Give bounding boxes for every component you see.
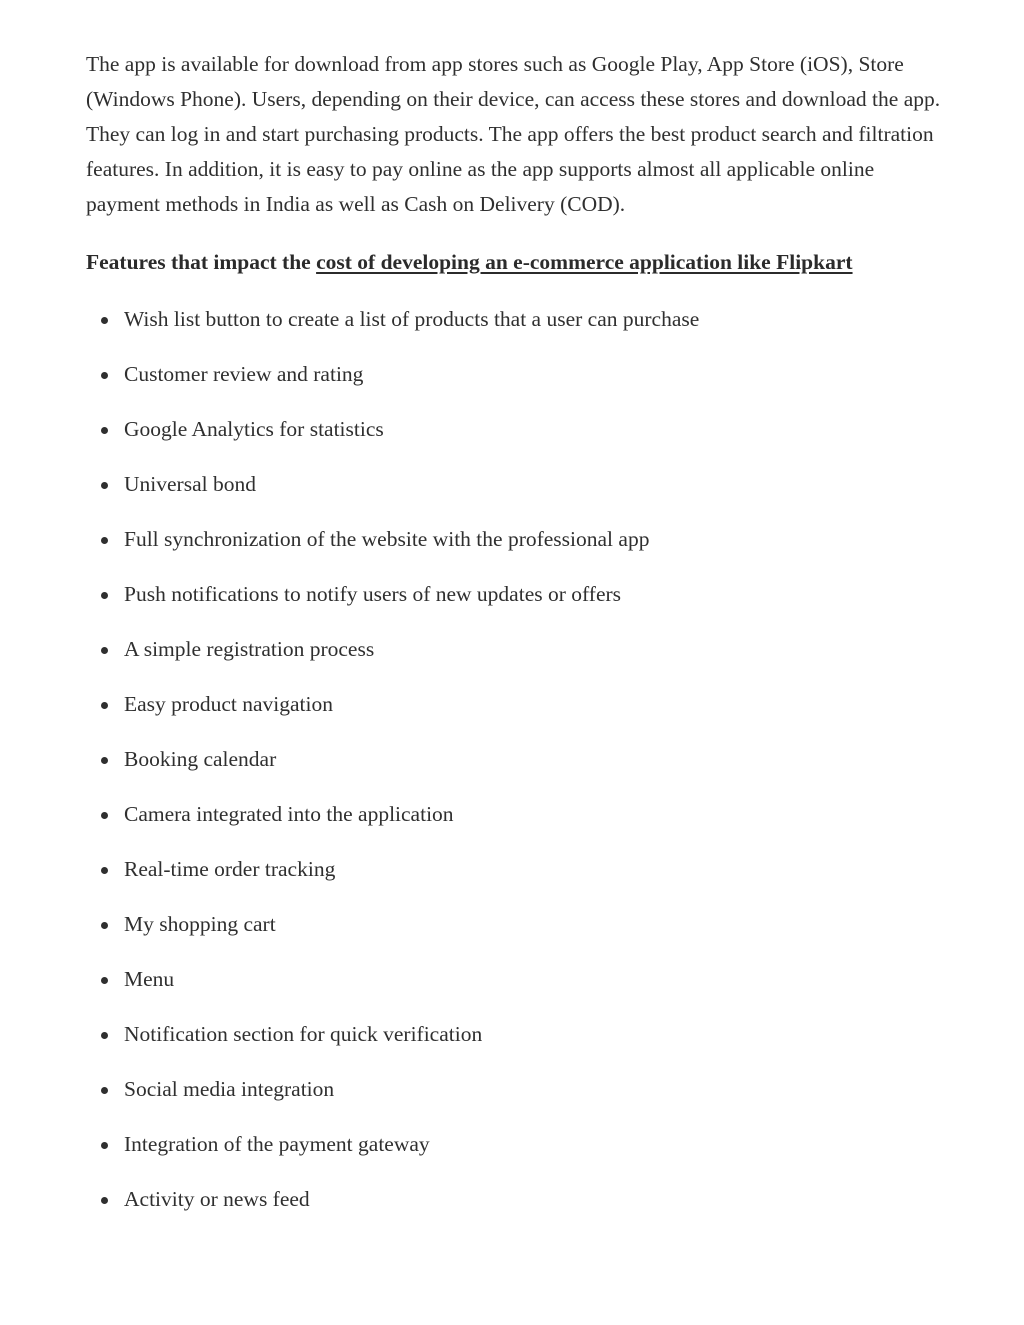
list-item: [86, 797, 946, 832]
list-item: [86, 1072, 946, 1107]
list-item: [86, 302, 946, 337]
bullet-icon: [101, 482, 108, 489]
bullet-icon: [101, 1032, 108, 1039]
list-item: [86, 687, 946, 722]
bullet-icon: [101, 977, 108, 984]
list-item: [86, 1017, 946, 1052]
list-item-label: Integration of the payment gateway: [124, 1132, 430, 1156]
list-item: [86, 357, 946, 392]
bullet-icon: [101, 592, 108, 599]
cost-article-link[interactable]: cost of developing an e-commerce application like Flipkart: [316, 250, 853, 274]
bullet-icon: [101, 537, 108, 544]
bullet-icon: [101, 427, 108, 434]
bullet-icon: [101, 317, 108, 324]
list-item: [86, 467, 946, 502]
list-item-label: Push notifications to notify users of new updates or offers: [124, 582, 622, 606]
bullet-icon: [101, 812, 108, 819]
list-item-label: Activity or news feed: [124, 1187, 310, 1211]
bullet-icon: [101, 702, 108, 709]
bullet-icon: [101, 372, 108, 379]
bullet-icon: [101, 757, 108, 764]
list-item: [86, 577, 946, 612]
list-item: [86, 962, 946, 997]
list-item: [86, 907, 946, 942]
intro-paragraph: The app is available for download from app stores such as Google Play, App Store (iOS), Store (Windows Phone). Users, depending on their device, can access these stores and download the app. They can log in and start purchasing products. The app offers the best product search and filtration features. In addition, it is easy to pay online as the app supports almost all applicable online payment methods in India as well as Cash on Delivery (COD).: [86, 52, 941, 216]
features-heading-text: Features that impact the: [86, 250, 317, 274]
list-item: [86, 522, 946, 557]
list-item-label: Wish list button to create a list of products that a user can purchase: [124, 307, 700, 331]
list-item: [86, 742, 946, 777]
list-item-label: Customer review and rating: [124, 362, 364, 386]
bullet-icon: [101, 1197, 108, 1204]
list-item-label: Universal bond: [124, 472, 256, 496]
document-page: [86, 47, 946, 1237]
list-item-label: Easy product navigation: [124, 692, 333, 716]
list-item-label: Full synchronization of the website with the professional app: [124, 527, 650, 551]
features-heading: [86, 245, 946, 280]
list-item: [86, 852, 946, 887]
bullet-icon: [101, 1142, 108, 1149]
list-item: [86, 412, 946, 447]
list-item: [86, 1127, 946, 1162]
list-item-label: A simple registration process: [124, 637, 375, 661]
list-item-label: Google Analytics for statistics: [124, 417, 384, 441]
list-item-label: Menu: [124, 967, 175, 991]
bullet-icon: [101, 647, 108, 654]
list-item-label: Camera integrated into the application: [124, 802, 454, 826]
list-item: [86, 632, 946, 667]
bullet-icon: [101, 867, 108, 874]
list-item-label: My shopping cart: [124, 912, 276, 936]
list-item-label: Booking calendar: [124, 747, 277, 771]
bullet-icon: [101, 922, 108, 929]
features-list: [86, 302, 946, 1217]
list-item-label: Real-time order tracking: [124, 857, 336, 881]
list-item-label: Social media integration: [124, 1077, 335, 1101]
list-item: [86, 1182, 946, 1217]
list-item-label: Notification section for quick verification: [124, 1022, 483, 1046]
bullet-icon: [101, 1087, 108, 1094]
